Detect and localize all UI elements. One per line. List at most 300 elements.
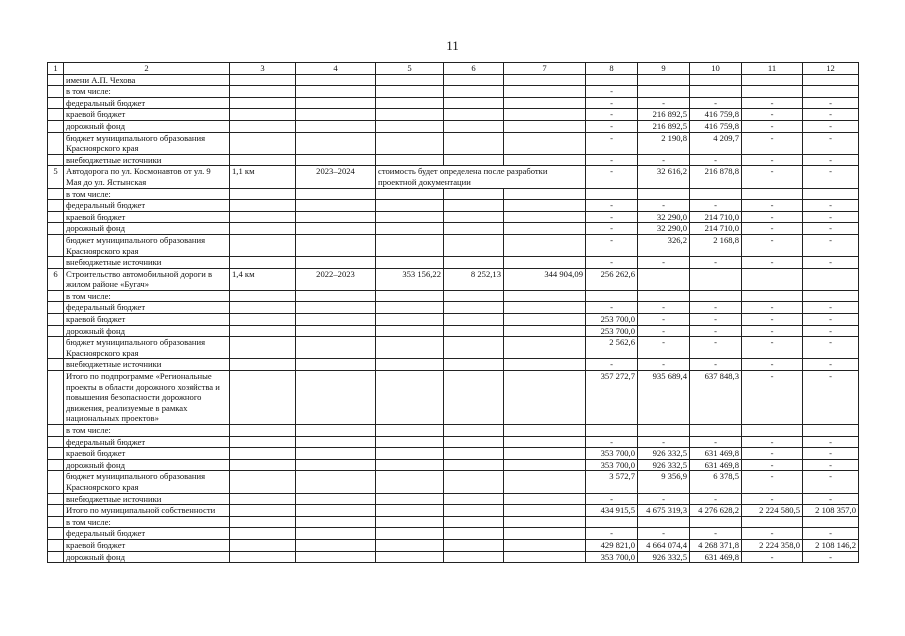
length-cell bbox=[230, 359, 296, 371]
spent-cell bbox=[444, 132, 504, 154]
spent-cell bbox=[444, 211, 504, 223]
year-c11-cell: - bbox=[742, 166, 803, 188]
period-cell bbox=[296, 211, 376, 223]
length-cell bbox=[230, 539, 296, 551]
length-cell bbox=[230, 97, 296, 109]
remaining-cell: 344 904,09 bbox=[504, 268, 586, 290]
year-c12-cell: - bbox=[803, 257, 859, 269]
year-c10-cell: - bbox=[690, 528, 742, 540]
remaining-cell bbox=[504, 188, 586, 200]
year-c9-cell: 926 332,5 bbox=[638, 551, 690, 563]
spent-cell bbox=[444, 290, 504, 302]
year-c9-cell: 9 356,9 bbox=[638, 471, 690, 493]
year-c11-cell bbox=[742, 74, 803, 86]
year-c8-cell: - bbox=[586, 200, 638, 212]
table-row bbox=[48, 436, 859, 448]
table-row bbox=[48, 459, 859, 471]
total-cost-cell bbox=[376, 302, 444, 314]
year-c9-cell: - bbox=[638, 154, 690, 166]
total-cost-cell bbox=[376, 314, 444, 326]
spent-cell bbox=[444, 325, 504, 337]
year-c8-cell: - bbox=[586, 154, 638, 166]
length-cell bbox=[230, 109, 296, 121]
period-cell bbox=[296, 436, 376, 448]
col-header-3: 3 bbox=[230, 63, 296, 75]
year-c8-cell: - bbox=[586, 211, 638, 223]
year-c10-cell: - bbox=[690, 436, 742, 448]
year-c9-cell: 926 332,5 bbox=[638, 459, 690, 471]
year-c11-cell: 2 224 358,0 bbox=[742, 539, 803, 551]
row-number-cell bbox=[48, 97, 64, 109]
year-c9-cell: 4 675 319,3 bbox=[638, 505, 690, 517]
year-c9-cell: - bbox=[638, 200, 690, 212]
remaining-cell bbox=[504, 471, 586, 493]
row-name-cell: федеральный бюджет bbox=[64, 528, 230, 540]
table-row bbox=[48, 325, 859, 337]
table-row bbox=[48, 268, 859, 290]
year-c11-cell: - bbox=[742, 493, 803, 505]
length-cell bbox=[230, 120, 296, 132]
year-c12-cell: 2 108 357,0 bbox=[803, 505, 859, 517]
row-number-cell bbox=[48, 325, 64, 337]
row-number-cell bbox=[48, 234, 64, 256]
year-c8-cell bbox=[586, 290, 638, 302]
year-c10-cell: - bbox=[690, 200, 742, 212]
remaining-cell bbox=[504, 371, 586, 425]
year-c8-cell: - bbox=[586, 302, 638, 314]
period-cell bbox=[296, 425, 376, 437]
row-number-cell bbox=[48, 459, 64, 471]
remaining-cell bbox=[504, 539, 586, 551]
table-row bbox=[48, 528, 859, 540]
year-c11-cell: - bbox=[742, 436, 803, 448]
remaining-cell bbox=[504, 223, 586, 235]
year-c10-cell: 631 469,8 bbox=[690, 459, 742, 471]
year-c12-cell: - bbox=[803, 109, 859, 121]
row-name-cell: имени А.П. Чехова bbox=[64, 74, 230, 86]
year-c8-cell bbox=[586, 74, 638, 86]
total-cost-cell bbox=[376, 425, 444, 437]
period-cell bbox=[296, 188, 376, 200]
spent-cell bbox=[444, 188, 504, 200]
row-name-cell: федеральный бюджет bbox=[64, 436, 230, 448]
year-c12-cell: - bbox=[803, 97, 859, 109]
year-c10-cell bbox=[690, 74, 742, 86]
year-c11-cell: - bbox=[742, 257, 803, 269]
row-number-cell bbox=[48, 109, 64, 121]
length-cell bbox=[230, 234, 296, 256]
spent-cell bbox=[444, 371, 504, 425]
table-row bbox=[48, 257, 859, 269]
row-number-cell bbox=[48, 132, 64, 154]
table-row bbox=[48, 166, 859, 188]
length-cell bbox=[230, 325, 296, 337]
year-c11-cell bbox=[742, 188, 803, 200]
row-name-cell: в том числе: bbox=[64, 290, 230, 302]
remaining-cell bbox=[504, 325, 586, 337]
year-c10-cell: 416 759,8 bbox=[690, 109, 742, 121]
length-cell: 1,4 км bbox=[230, 268, 296, 290]
length-cell bbox=[230, 551, 296, 563]
row-number-cell: 5 bbox=[48, 166, 64, 188]
row-name-cell: внебюджетные источники bbox=[64, 359, 230, 371]
row-name-cell: федеральный бюджет bbox=[64, 200, 230, 212]
total-cost-cell bbox=[376, 551, 444, 563]
year-c12-cell bbox=[803, 268, 859, 290]
period-cell bbox=[296, 528, 376, 540]
row-number-cell bbox=[48, 200, 64, 212]
row-name-cell: федеральный бюджет bbox=[64, 97, 230, 109]
row-name-cell: в том числе: bbox=[64, 425, 230, 437]
spent-cell bbox=[444, 223, 504, 235]
table-row bbox=[48, 448, 859, 460]
total-cost-cell bbox=[376, 325, 444, 337]
year-c10-cell: 4 276 628,2 bbox=[690, 505, 742, 517]
row-name-cell: краевой бюджет bbox=[64, 314, 230, 326]
remaining-cell bbox=[504, 425, 586, 437]
row-name-cell: внебюджетные источники bbox=[64, 154, 230, 166]
year-c9-cell: - bbox=[638, 436, 690, 448]
spent-cell bbox=[444, 314, 504, 326]
period-cell bbox=[296, 302, 376, 314]
year-c12-cell: - bbox=[803, 359, 859, 371]
total-cost-cell bbox=[376, 459, 444, 471]
row-number-cell bbox=[48, 471, 64, 493]
spent-cell bbox=[444, 109, 504, 121]
table-row bbox=[48, 223, 859, 235]
length-cell bbox=[230, 425, 296, 437]
length-cell bbox=[230, 302, 296, 314]
row-name-cell: Строительство автомобильной дороги в жилом районе «Бугач» bbox=[64, 268, 230, 290]
period-cell bbox=[296, 200, 376, 212]
year-c9-cell: 32 290,0 bbox=[638, 211, 690, 223]
total-cost-cell bbox=[376, 97, 444, 109]
length-cell bbox=[230, 200, 296, 212]
spent-cell bbox=[444, 493, 504, 505]
year-c12-cell bbox=[803, 86, 859, 98]
year-c12-cell: - bbox=[803, 234, 859, 256]
spent-cell bbox=[444, 459, 504, 471]
year-c12-cell: - bbox=[803, 337, 859, 359]
total-cost-cell bbox=[376, 436, 444, 448]
spent-cell bbox=[444, 448, 504, 460]
year-c12-cell: - bbox=[803, 493, 859, 505]
remaining-cell bbox=[504, 109, 586, 121]
row-number-cell bbox=[48, 516, 64, 528]
year-c9-cell bbox=[638, 86, 690, 98]
table-row bbox=[48, 120, 859, 132]
page-number: 11 bbox=[446, 38, 459, 53]
year-c10-cell: 637 848,3 bbox=[690, 371, 742, 425]
remaining-cell bbox=[504, 448, 586, 460]
year-c8-cell: - bbox=[586, 97, 638, 109]
year-c8-cell: 353 700,0 bbox=[586, 459, 638, 471]
total-cost-cell bbox=[376, 120, 444, 132]
row-number-cell bbox=[48, 337, 64, 359]
table-row bbox=[48, 132, 859, 154]
col-header-12: 12 bbox=[803, 63, 859, 75]
total-cost-cell bbox=[376, 257, 444, 269]
total-cost-cell bbox=[376, 211, 444, 223]
total-cost-cell bbox=[376, 109, 444, 121]
col-header-10: 10 bbox=[690, 63, 742, 75]
year-c9-cell: 32 290,0 bbox=[638, 223, 690, 235]
period-cell: 2022–2023 bbox=[296, 268, 376, 290]
remaining-cell bbox=[504, 493, 586, 505]
spent-cell bbox=[444, 120, 504, 132]
year-c11-cell: - bbox=[742, 109, 803, 121]
period-cell bbox=[296, 371, 376, 425]
year-c9-cell bbox=[638, 290, 690, 302]
year-c10-cell: - bbox=[690, 257, 742, 269]
year-c12-cell: - bbox=[803, 371, 859, 425]
table-row bbox=[48, 302, 859, 314]
spent-cell bbox=[444, 97, 504, 109]
length-cell bbox=[230, 471, 296, 493]
period-cell bbox=[296, 539, 376, 551]
year-c10-cell: - bbox=[690, 154, 742, 166]
spent-cell bbox=[444, 154, 504, 166]
year-c11-cell: - bbox=[742, 337, 803, 359]
year-c12-cell bbox=[803, 290, 859, 302]
spent-cell: 8 252,13 bbox=[444, 268, 504, 290]
table-row bbox=[48, 471, 859, 493]
spent-cell bbox=[444, 436, 504, 448]
period-cell bbox=[296, 223, 376, 235]
row-name-cell: краевой бюджет bbox=[64, 539, 230, 551]
period-cell bbox=[296, 337, 376, 359]
length-cell bbox=[230, 505, 296, 517]
row-name-cell: краевой бюджет bbox=[64, 448, 230, 460]
row-name-cell: бюджет муниципального образования Красноярского края bbox=[64, 132, 230, 154]
year-c11-cell: - bbox=[742, 97, 803, 109]
table-row bbox=[48, 539, 859, 551]
year-c10-cell bbox=[690, 425, 742, 437]
year-c12-cell: 2 108 146,2 bbox=[803, 539, 859, 551]
year-c8-cell: - bbox=[586, 132, 638, 154]
row-name-cell: бюджет муниципального образования Красноярского края bbox=[64, 337, 230, 359]
total-cost-cell bbox=[376, 337, 444, 359]
row-number-cell bbox=[48, 359, 64, 371]
remaining-cell bbox=[504, 234, 586, 256]
period-cell: 2023–2024 bbox=[296, 166, 376, 188]
year-c9-cell bbox=[638, 516, 690, 528]
year-c8-cell: 353 700,0 bbox=[586, 551, 638, 563]
remaining-cell bbox=[504, 211, 586, 223]
spent-cell bbox=[444, 359, 504, 371]
total-cost-cell bbox=[376, 74, 444, 86]
year-c11-cell bbox=[742, 425, 803, 437]
year-c11-cell: - bbox=[742, 120, 803, 132]
year-c11-cell: - bbox=[742, 234, 803, 256]
year-c11-cell: - bbox=[742, 471, 803, 493]
row-number-cell bbox=[48, 211, 64, 223]
row-number-cell bbox=[48, 528, 64, 540]
year-c9-cell bbox=[638, 268, 690, 290]
row-name-cell: бюджет муниципального образования Красноярского края bbox=[64, 234, 230, 256]
year-c11-cell: - bbox=[742, 459, 803, 471]
total-cost-cell bbox=[376, 223, 444, 235]
spent-cell bbox=[444, 234, 504, 256]
spent-cell bbox=[444, 200, 504, 212]
length-cell bbox=[230, 154, 296, 166]
year-c8-cell: - bbox=[586, 257, 638, 269]
year-c8-cell: - bbox=[586, 166, 638, 188]
row-number-cell bbox=[48, 436, 64, 448]
spent-cell bbox=[444, 471, 504, 493]
length-cell bbox=[230, 211, 296, 223]
year-c9-cell: - bbox=[638, 359, 690, 371]
table-row bbox=[48, 109, 859, 121]
spent-cell bbox=[444, 257, 504, 269]
length-cell bbox=[230, 493, 296, 505]
period-cell bbox=[296, 459, 376, 471]
total-cost-cell bbox=[376, 539, 444, 551]
spent-cell bbox=[444, 337, 504, 359]
row-name-cell: в том числе: bbox=[64, 516, 230, 528]
year-c10-cell bbox=[690, 188, 742, 200]
row-number-cell bbox=[48, 314, 64, 326]
year-c11-cell bbox=[742, 516, 803, 528]
year-c9-cell: 32 616,2 bbox=[638, 166, 690, 188]
year-c8-cell: 3 572,7 bbox=[586, 471, 638, 493]
length-cell bbox=[230, 74, 296, 86]
col-header-1: 1 bbox=[48, 63, 64, 75]
remaining-cell bbox=[504, 74, 586, 86]
year-c8-cell: 429 821,0 bbox=[586, 539, 638, 551]
year-c10-cell: - bbox=[690, 302, 742, 314]
year-c8-cell: - bbox=[586, 493, 638, 505]
year-c9-cell: - bbox=[638, 314, 690, 326]
year-c10-cell: 216 878,8 bbox=[690, 166, 742, 188]
total-cost-cell bbox=[376, 528, 444, 540]
total-cost-cell bbox=[376, 448, 444, 460]
year-c9-cell: 935 689,4 bbox=[638, 371, 690, 425]
total-cost-cell bbox=[376, 234, 444, 256]
period-cell bbox=[296, 109, 376, 121]
total-cost-cell bbox=[376, 516, 444, 528]
row-name-cell: Автодорога по ул. Космонавтов от ул. 9 Мая до ул. Ястынская bbox=[64, 166, 230, 188]
total-cost-cell bbox=[376, 471, 444, 493]
year-c12-cell: - bbox=[803, 325, 859, 337]
year-c8-cell: 353 700,0 bbox=[586, 448, 638, 460]
length-cell: 1,1 км bbox=[230, 166, 296, 188]
year-c11-cell: - bbox=[742, 211, 803, 223]
length-cell bbox=[230, 290, 296, 302]
year-c10-cell: 6 378,5 bbox=[690, 471, 742, 493]
row-number-cell bbox=[48, 505, 64, 517]
period-cell bbox=[296, 448, 376, 460]
year-c8-cell bbox=[586, 516, 638, 528]
year-c8-cell: - bbox=[586, 359, 638, 371]
year-c9-cell: - bbox=[638, 97, 690, 109]
length-cell bbox=[230, 188, 296, 200]
row-name-cell: в том числе: bbox=[64, 86, 230, 98]
year-c12-cell: - bbox=[803, 448, 859, 460]
col-header-2: 2 bbox=[64, 63, 230, 75]
remaining-cell bbox=[504, 551, 586, 563]
year-c10-cell: 4 268 371,8 bbox=[690, 539, 742, 551]
table-row bbox=[48, 516, 859, 528]
row-name-cell: краевой бюджет bbox=[64, 109, 230, 121]
year-c10-cell: - bbox=[690, 493, 742, 505]
year-c12-cell bbox=[803, 425, 859, 437]
year-c11-cell: - bbox=[742, 314, 803, 326]
year-c12-cell: - bbox=[803, 551, 859, 563]
table-row bbox=[48, 200, 859, 212]
spent-cell bbox=[444, 505, 504, 517]
total-cost-cell bbox=[376, 200, 444, 212]
row-number-cell bbox=[48, 74, 64, 86]
row-number-cell bbox=[48, 290, 64, 302]
period-cell bbox=[296, 257, 376, 269]
year-c9-cell: - bbox=[638, 493, 690, 505]
row-name-cell: дорожный фонд bbox=[64, 223, 230, 235]
col-header-5: 5 bbox=[376, 63, 444, 75]
year-c9-cell bbox=[638, 188, 690, 200]
year-c8-cell: - bbox=[586, 109, 638, 121]
row-number-cell: 6 bbox=[48, 268, 64, 290]
period-cell bbox=[296, 97, 376, 109]
remaining-cell bbox=[504, 257, 586, 269]
year-c11-cell: - bbox=[742, 359, 803, 371]
length-cell bbox=[230, 528, 296, 540]
table-row bbox=[48, 551, 859, 563]
row-name-cell: Итого по подпрограмме «Региональные проекты в области дорожного хозяйства и повышения безопасности дорожного движения, реализуемые в рамках национальных проектов» bbox=[64, 371, 230, 425]
remaining-cell bbox=[504, 302, 586, 314]
period-cell bbox=[296, 471, 376, 493]
row-name-cell: в том числе: bbox=[64, 188, 230, 200]
row-number-cell bbox=[48, 302, 64, 314]
year-c9-cell: - bbox=[638, 528, 690, 540]
remaining-cell bbox=[504, 314, 586, 326]
total-cost-cell bbox=[376, 371, 444, 425]
col-header-8: 8 bbox=[586, 63, 638, 75]
year-c11-cell: - bbox=[742, 132, 803, 154]
spent-cell bbox=[444, 551, 504, 563]
spent-cell bbox=[444, 302, 504, 314]
year-c11-cell: - bbox=[742, 371, 803, 425]
year-c8-cell: 256 262,6 bbox=[586, 268, 638, 290]
row-number-cell bbox=[48, 425, 64, 437]
total-cost-cell bbox=[376, 132, 444, 154]
table-row bbox=[48, 290, 859, 302]
year-c10-cell: - bbox=[690, 314, 742, 326]
period-cell bbox=[296, 154, 376, 166]
year-c11-cell bbox=[742, 86, 803, 98]
year-c11-cell: - bbox=[742, 448, 803, 460]
year-c9-cell: 4 664 074,4 bbox=[638, 539, 690, 551]
cost-note-cell: стоимость будет определена после разработки проектной документации bbox=[376, 166, 586, 188]
remaining-cell bbox=[504, 154, 586, 166]
col-header-7: 7 bbox=[504, 63, 586, 75]
year-c11-cell: - bbox=[742, 223, 803, 235]
year-c8-cell: 434 915,5 bbox=[586, 505, 638, 517]
row-name-cell: дорожный фонд bbox=[64, 551, 230, 563]
year-c11-cell: - bbox=[742, 325, 803, 337]
spent-cell bbox=[444, 86, 504, 98]
year-c8-cell: - bbox=[586, 86, 638, 98]
total-cost-cell bbox=[376, 359, 444, 371]
period-cell bbox=[296, 74, 376, 86]
year-c9-cell bbox=[638, 425, 690, 437]
total-cost-cell bbox=[376, 86, 444, 98]
row-number-cell bbox=[48, 371, 64, 425]
year-c9-cell: 926 332,5 bbox=[638, 448, 690, 460]
table-row bbox=[48, 505, 859, 517]
remaining-cell bbox=[504, 97, 586, 109]
year-c8-cell: 357 272,7 bbox=[586, 371, 638, 425]
